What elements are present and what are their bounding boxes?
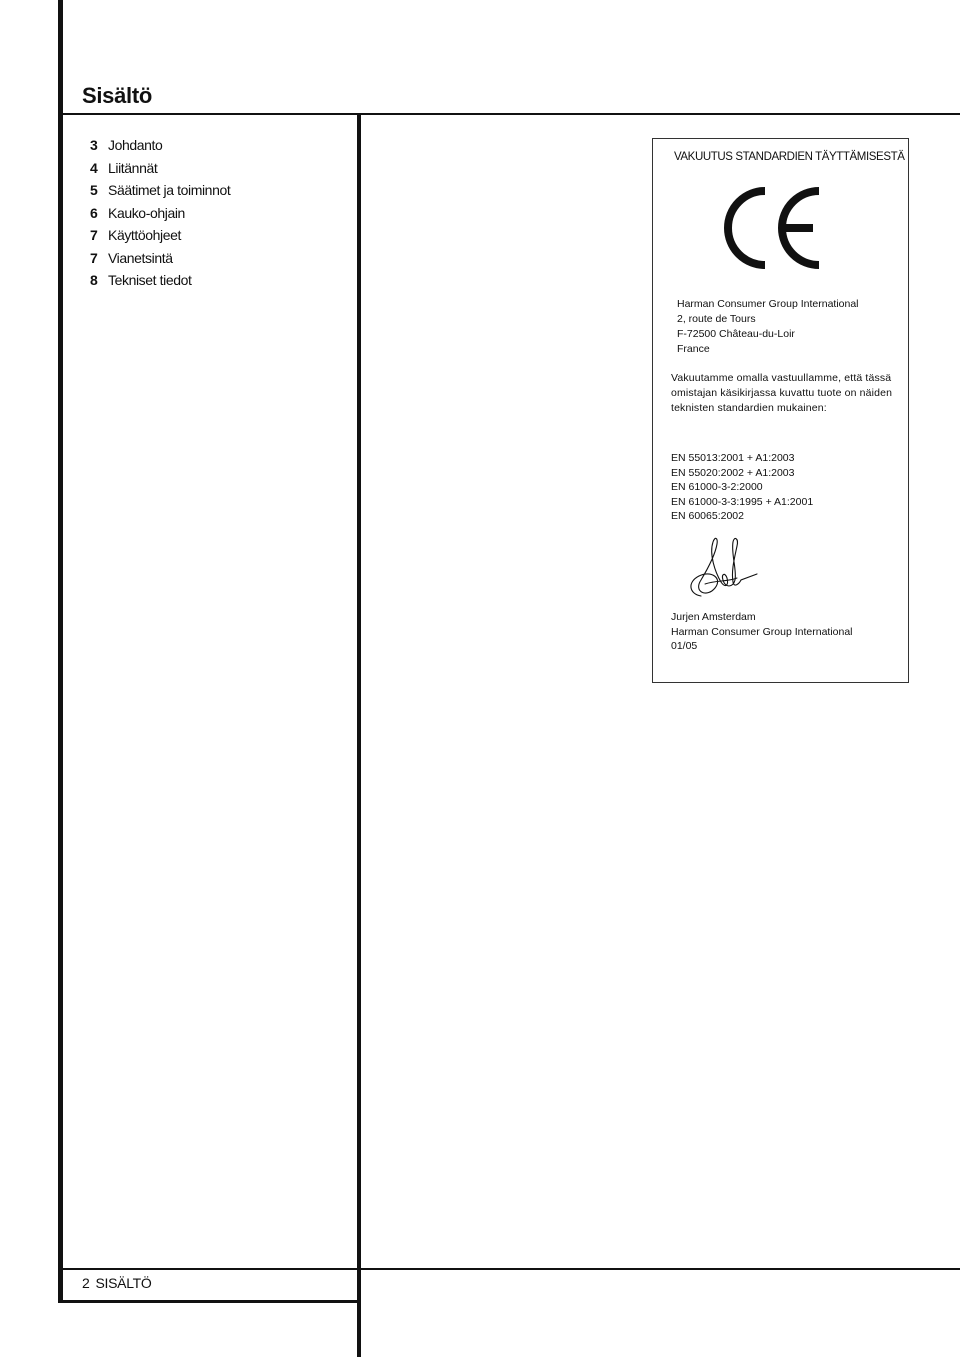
signature-icon: [671, 534, 763, 604]
toc-item[interactable]: [90, 205, 230, 228]
address-line: 2, route de Tours: [677, 313, 756, 325]
standard-item: EN 61000-3-2:2000: [671, 481, 763, 493]
footer-section-name: SISÄLTÖ: [95, 1275, 152, 1291]
footer-horizontal-rule: [58, 1268, 960, 1270]
toc-item[interactable]: [90, 182, 230, 205]
toc-item[interactable]: [90, 272, 230, 295]
page-title: Sisältö: [82, 83, 153, 108]
table-of-contents: [90, 137, 230, 295]
signatory-company: Harman Consumer Group International: [671, 625, 853, 638]
standard-item: EN 55013:2001 + A1:2003: [671, 452, 795, 464]
toc-label: Vianetsintä: [108, 249, 173, 266]
bottom-horizontal-rule: [58, 1300, 359, 1303]
declaration-of-conformity-box: [652, 138, 909, 683]
toc-page-number: 7: [90, 227, 98, 243]
standard-item: EN 61000-3-3:1995 + A1:2001: [671, 495, 814, 508]
declaration-heading: VAKUUTUS STANDARDIEN TÄYTTÄMISESTÄ: [674, 151, 905, 163]
toc-item[interactable]: [90, 227, 230, 250]
toc-page-number: 6: [90, 204, 98, 221]
address-line: Harman Consumer Group International: [677, 298, 859, 310]
address-line: France: [677, 343, 710, 355]
toc-label: Käyttöohjeet: [108, 227, 182, 243]
toc-page-number: 8: [90, 272, 98, 288]
toc-label: Kauko-ohjain: [108, 204, 185, 221]
toc-item[interactable]: [90, 160, 230, 183]
toc-label: Johdanto: [108, 137, 163, 153]
ce-mark-icon: [723, 183, 821, 273]
signatory-block: [671, 610, 853, 654]
page-footer: [82, 1275, 152, 1291]
signature-date: 01/05: [671, 640, 698, 652]
conformity-statement: Vakuutamme omalla vastuullamme, että tässä omistajan käsikirjassa kuvattu tuote on näiden teknisten standardien mukainen:: [671, 372, 893, 414]
toc-page-number: 7: [90, 249, 98, 266]
footer-page-number: 2: [82, 1275, 90, 1291]
toc-item[interactable]: [90, 137, 230, 160]
toc-label: Liitännät: [108, 159, 158, 176]
toc-page-number: 4: [90, 159, 98, 176]
manufacturer-address: [677, 297, 859, 357]
address-line: F-72500 Château-du-Loir: [677, 328, 795, 340]
signatory-name: Jurjen Amsterdam: [671, 611, 756, 623]
standards-list: [671, 451, 813, 524]
toc-item[interactable]: [90, 250, 230, 273]
toc-label: Säätimet ja toiminnot: [108, 182, 231, 198]
toc-label: Tekniset tiedot: [108, 272, 192, 288]
standard-item: EN 60065:2002: [671, 510, 744, 522]
toc-page-number: 5: [90, 182, 98, 198]
toc-page-number: 3: [90, 137, 98, 153]
standard-item: EN 55020:2002 + A1:2003: [671, 466, 795, 479]
title-horizontal-rule: [58, 113, 960, 115]
column-divider-rule: [357, 113, 361, 1357]
left-vertical-rule: [58, 0, 63, 1302]
